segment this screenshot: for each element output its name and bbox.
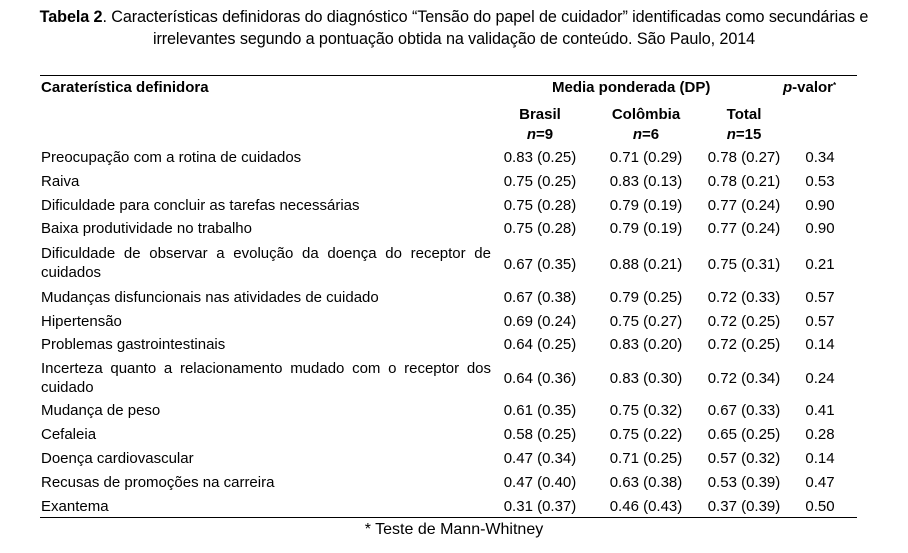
cell-brasil: 0.61 (0.35) [503, 402, 577, 419]
cell-p-value: 0.24 [805, 370, 835, 387]
header-p-value [783, 79, 836, 97]
cell-p-value: 0.90 [805, 220, 835, 237]
row-label: Doença cardiovascular [41, 450, 194, 467]
cell-p-value: 0.57 [805, 313, 835, 330]
cell-colombia: 0.46 (0.43) [609, 498, 683, 515]
cell-brasil: 0.75 (0.28) [503, 197, 577, 214]
cell-p-value: 0.50 [805, 498, 835, 515]
cell-brasil: 0.67 (0.35) [503, 256, 577, 273]
cell-total: 0.72 (0.25) [707, 313, 781, 330]
table-footnote: * Teste de Mann-Whitney [364, 521, 544, 538]
cell-colombia: 0.79 (0.19) [609, 197, 683, 214]
cell-colombia: 0.63 (0.38) [609, 474, 683, 491]
header-n-colombia [598, 126, 694, 144]
row-label: Baixa produtividade no trabalho [41, 220, 252, 237]
cell-p-value: 0.41 [805, 402, 835, 419]
cell-p-value: 0.14 [805, 450, 835, 467]
header-n-total-label: n [726, 126, 736, 143]
cell-brasil: 0.64 (0.25) [503, 336, 577, 353]
header-n-total-value: =15 [735, 126, 762, 143]
cell-colombia: 0.75 (0.32) [609, 402, 683, 419]
cell-brasil: 0.75 (0.25) [503, 173, 577, 190]
cell-colombia: 0.83 (0.30) [609, 370, 683, 387]
cell-total: 0.72 (0.34) [707, 370, 781, 387]
cell-colombia: 0.75 (0.27) [609, 313, 683, 330]
row-label: Dificuldade para concluir as tarefas necessárias [41, 197, 360, 214]
table-caption [0, 6, 908, 50]
cell-total: 0.78 (0.27) [707, 149, 781, 166]
header-group-colombia: Colômbia [611, 106, 681, 123]
cell-p-value: 0.53 [805, 173, 835, 190]
cell-p-value: 0.34 [805, 149, 835, 166]
cell-total: 0.72 (0.33) [707, 289, 781, 306]
cell-brasil: 0.58 (0.25) [503, 426, 577, 443]
cell-brasil: 0.47 (0.40) [503, 474, 577, 491]
cell-total: 0.77 (0.24) [707, 197, 781, 214]
caption-line-1 [0, 6, 908, 28]
cell-colombia: 0.79 (0.19) [609, 220, 683, 237]
row-label: Incerteza quanto a relacionamento mudado com o receptor dos cuidado [41, 360, 491, 396]
header-n-brasil [492, 126, 588, 144]
header-p-mark: * [833, 81, 837, 90]
header-n-total [698, 126, 790, 144]
cell-total: 0.72 (0.25) [707, 336, 781, 353]
header-group-brasil: Brasil [519, 106, 561, 123]
header-p-italic: p [783, 79, 793, 96]
cell-brasil: 0.67 (0.38) [503, 289, 577, 306]
cell-total: 0.78 (0.21) [707, 173, 781, 190]
table-number: Tabela 2 [39, 8, 103, 26]
cell-total: 0.67 (0.33) [707, 402, 781, 419]
cell-colombia: 0.88 (0.21) [609, 256, 683, 273]
cell-p-value: 0.14 [805, 336, 835, 353]
row-label: Cefaleia [41, 426, 97, 443]
cell-p-value: 0.90 [805, 197, 835, 214]
cell-brasil: 0.83 (0.25) [503, 149, 577, 166]
header-n-colombia-value: =6 [642, 126, 660, 143]
row-label: Hipertensão [41, 313, 122, 330]
header-weighted-mean: Media ponderada (DP) [552, 79, 711, 96]
caption-text-1: . Características definidoras do diagnóstico “Tensão do papel de cuidador” identificadas como secundárias e [102, 8, 869, 26]
row-label: Problemas gastrointestinais [41, 336, 226, 353]
cell-colombia: 0.71 (0.29) [609, 149, 683, 166]
cell-colombia: 0.79 (0.25) [609, 289, 683, 306]
cell-brasil: 0.69 (0.24) [503, 313, 577, 330]
header-n-brasil-value: =9 [536, 126, 554, 143]
cell-total: 0.65 (0.25) [707, 426, 781, 443]
cell-brasil: 0.47 (0.34) [503, 450, 577, 467]
cell-colombia: 0.83 (0.20) [609, 336, 683, 353]
row-label: Raiva [41, 173, 80, 190]
cell-brasil: 0.75 (0.28) [503, 220, 577, 237]
row-label: Recusas de promoções na carreira [41, 474, 275, 491]
header-n-colombia-label: n [632, 126, 643, 143]
cell-brasil: 0.64 (0.36) [503, 370, 577, 387]
cell-total: 0.37 (0.39) [707, 498, 781, 515]
cell-p-value: 0.47 [805, 474, 835, 491]
header-n-brasil-label: n [526, 126, 537, 143]
row-label: Mudança de peso [41, 402, 161, 419]
row-label: Dificuldade de observar a evolução da doença do receptor de cuidados [41, 245, 491, 281]
row-label: Exantema [41, 498, 109, 515]
cell-total: 0.53 (0.39) [707, 474, 781, 491]
cell-colombia: 0.71 (0.25) [609, 450, 683, 467]
caption-line-2: irrelevantes segundo a pontuação obtida na validação de conteúdo. São Paulo, 2014 [152, 30, 756, 48]
cell-p-value: 0.57 [805, 289, 835, 306]
header-group-total: Total [726, 106, 762, 123]
cell-brasil: 0.31 (0.37) [503, 498, 577, 515]
header-characteristic: Caraterística definidora [41, 79, 209, 96]
cell-total: 0.75 (0.31) [707, 256, 781, 273]
table-bottom-rule [40, 517, 857, 518]
cell-p-value: 0.28 [805, 426, 835, 443]
table-top-rule [40, 75, 857, 76]
cell-colombia: 0.83 (0.13) [609, 173, 683, 190]
header-p-rest: -valor [792, 79, 834, 96]
cell-p-value: 0.21 [805, 256, 835, 273]
row-label: Preocupação com a rotina de cuidados [41, 149, 302, 166]
cell-total: 0.57 (0.32) [707, 450, 781, 467]
row-label: Mudanças disfuncionais nas atividades de cuidado [41, 289, 379, 306]
cell-total: 0.77 (0.24) [707, 220, 781, 237]
cell-colombia: 0.75 (0.22) [609, 426, 683, 443]
